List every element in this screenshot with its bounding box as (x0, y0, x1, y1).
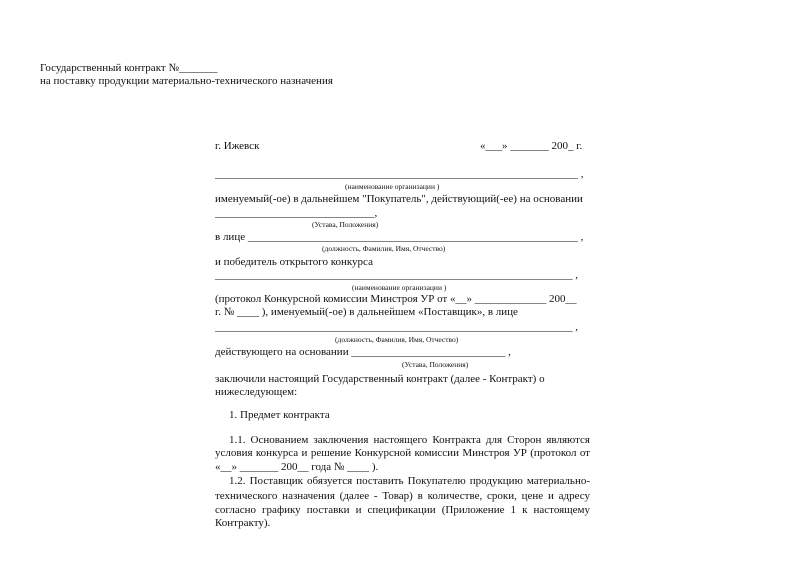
supplier-person-line: _________________________________________________________________ , (215, 321, 578, 333)
clause-1-1-line3: «__» _______ 200__ года № ____ ). (215, 461, 379, 473)
buyer-person-caption: (должность, Фамилия, Имя, Отчество) (322, 244, 446, 253)
contract-title: Государственный контракт №_______ (40, 62, 218, 74)
buyer-basis-caption: (Устава, Положения) (312, 220, 379, 229)
city: г. Ижевск (215, 140, 260, 152)
supplier-basis-caption: (Устава, Положения) (402, 360, 469, 369)
clause-1-2-line1: 1.2. Поставщик обязуется поставить Покупателю продукцию материально- (229, 475, 590, 487)
contract-date: «___» _______ 200_ г. (480, 140, 583, 152)
clause-1-1-line2: условия конкурса и решение Конкурсной комиссии Минстроя УР (протокол от (215, 447, 590, 459)
concluded-text-line2: нижеследующем: (215, 386, 298, 398)
section-1-heading: 1. Предмет контракта (229, 409, 330, 421)
supplier-named-line: г. № ____ ), именуемый(-ое) в дальнейшем «Поставщик», в лице (215, 306, 518, 318)
buyer-org-line: __________________________________________________________________ , (215, 168, 584, 180)
supplier-basis-line: действующего на основании ____________________________ , (215, 346, 511, 358)
clause-1-1-line1: 1.1. Основанием заключения настоящего Контракта для Сторон являются (229, 434, 590, 446)
supplier-org-line: _________________________________________________________________ , (215, 269, 578, 281)
supplier-protocol-line: (протокол Конкурсной комиссии Минстроя УР от «__» _____________ 200__ (215, 293, 577, 305)
clause-1-2-line4: Контракту). (215, 517, 271, 529)
concluded-text-line1: заключили настоящий Государственный контракт (далее - Контракт) о (215, 373, 545, 385)
buyer-person-line: в лице ____________________________________________________________ , (215, 231, 584, 243)
supplier-person-caption: (должность, Фамилия, Имя, Отчество) (335, 335, 459, 344)
clause-1-2-line3: согласно графику поставки и спецификации (Приложение 1 к настоящему (215, 504, 590, 516)
buyer-named-text: именуемый(-ое) в дальнейшем "Покупатель", действующий(-ее) на основании (215, 193, 583, 205)
supplier-org-caption: (наименование организации ) (352, 283, 447, 292)
contract-subtitle: на поставку продукции материально-технического назначения (40, 75, 333, 87)
supplier-intro: и победитель открытого конкурса (215, 256, 373, 268)
buyer-org-caption: (наименование организации ) (345, 182, 440, 191)
clause-1-2-line2: технического назначения (далее - Товар) в количестве, сроки, цене и адресу (215, 490, 590, 502)
buyer-basis-line: _____________________________, (215, 207, 378, 219)
